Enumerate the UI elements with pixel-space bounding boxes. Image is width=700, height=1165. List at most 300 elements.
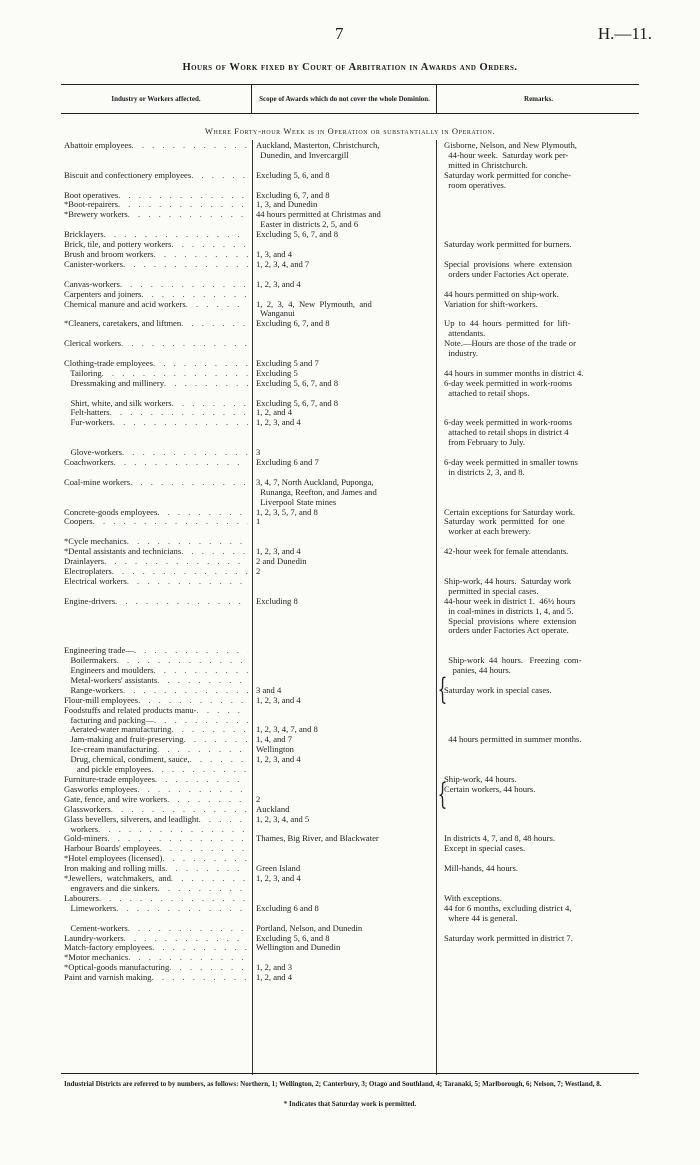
industry-label: Range-workers xyxy=(64,684,123,695)
scope-cell: Green Island xyxy=(256,863,301,874)
remarks-cell: Saturday work in special cases. xyxy=(444,684,552,695)
dot-leader xyxy=(123,260,248,270)
scope-cell: 1, 2, 3, and 4 xyxy=(256,873,301,884)
remarks-cell: Up to 44 hours permitted for lift- xyxy=(444,318,571,329)
industry-label: Engineering trade— xyxy=(64,645,134,656)
remarks-cell: worker at each brewery. xyxy=(444,526,531,537)
header-industry: Industry or Workers affected. xyxy=(111,95,201,103)
industry-label: Concrete-goods employees xyxy=(64,506,158,517)
industry-label: Metal-workers' assistants xyxy=(64,674,158,685)
scope-cell: 1, 2, and 4 xyxy=(256,972,293,983)
dot-leader xyxy=(132,141,248,151)
industry-label: Gate, fence, and wire workers xyxy=(64,793,168,804)
industry-label: Felt-hatters xyxy=(64,407,110,418)
dot-leader xyxy=(153,359,248,369)
industry-label: Brush and broom workers xyxy=(64,248,154,259)
industry-label: *Boot-repairers xyxy=(64,199,118,210)
industry-label: Brick, tile, and pottery workers xyxy=(64,239,172,250)
industry-label: Furniture-trade employees xyxy=(64,774,155,784)
industry-label: *Hotel employees (licensed) xyxy=(64,853,163,864)
scope-cell: 1, 3, and 4 xyxy=(256,248,293,259)
industry-label: Coopers xyxy=(64,516,93,527)
dot-leader xyxy=(155,775,248,785)
remarks-cell: mitted in Christchurch. xyxy=(444,159,528,170)
dot-leader xyxy=(118,191,248,201)
scope-cell xyxy=(252,577,436,587)
dot-leader xyxy=(128,924,248,934)
remarks-cell xyxy=(436,706,640,716)
footer-rule xyxy=(61,1073,639,1074)
header-scope: Scope of Awards which do not cover the whole Dominion. xyxy=(251,85,437,113)
scope-cell: Excluding 5, 6, 7, and 8 xyxy=(256,377,339,388)
industry-cell xyxy=(64,428,252,438)
industry-label: and pickle employees xyxy=(64,764,152,775)
dot-leader xyxy=(115,597,248,607)
remarks-cell: orders under Factories Act operate. xyxy=(444,268,569,279)
scope-cell: Excluding 5, 6, and 8 xyxy=(256,169,330,180)
industry-label: Drug, chemical, condiment, sauce, xyxy=(64,754,190,765)
industry-cell xyxy=(64,151,252,161)
table-row xyxy=(64,428,640,438)
scope-cell: Easter in districts 2, 5, and 6 xyxy=(256,219,359,230)
scope-cell: Excluding 5 xyxy=(256,367,298,378)
table-row xyxy=(64,339,640,349)
industry-label: Gasworks employees xyxy=(64,783,138,794)
scope-cell: 1, 2, 3, and 4 xyxy=(256,754,301,765)
industry-label: Abattoir employees xyxy=(64,140,132,150)
dot-leader xyxy=(151,765,248,775)
industry-label: Iron making and rolling mills xyxy=(64,863,166,874)
industry-label: Jam-making and fruit-preserving xyxy=(64,734,184,745)
page-title: Hours of Work fixed by Court of Arbitration in Awards and Orders. xyxy=(182,62,518,73)
remarks-cell xyxy=(436,953,640,963)
table-row xyxy=(64,151,640,161)
dot-leader xyxy=(118,200,248,210)
scope-cell xyxy=(252,666,436,676)
dot-leader xyxy=(190,755,248,765)
industry-cell xyxy=(64,517,252,527)
scope-cell xyxy=(252,884,436,894)
table-row xyxy=(64,319,640,329)
table-row xyxy=(64,775,640,785)
dot-leader xyxy=(181,547,248,557)
industry-cell xyxy=(64,924,252,934)
scope-cell: Excluding 5, 6, and 8 xyxy=(256,932,330,943)
industry-label: Harbour Boards' employees xyxy=(64,843,160,854)
table-row xyxy=(64,943,640,953)
industry-label: Fur-workers xyxy=(64,417,113,428)
industry-label: Dressmaking and millinery xyxy=(64,377,165,388)
dot-leader xyxy=(141,290,248,300)
dot-leader xyxy=(154,250,248,260)
scope-cell: 2 and Dunedin xyxy=(256,556,307,567)
industry-label: workers xyxy=(64,823,99,834)
remarks-cell: In districts 4, 7, and 8, 48 hours. xyxy=(444,833,555,844)
industry-label: Biscuit and confectionery employees xyxy=(64,169,192,180)
dot-leader xyxy=(104,557,248,567)
remarks-cell xyxy=(436,805,640,815)
industry-cell xyxy=(64,379,252,389)
industry-label: *Brewery workers xyxy=(64,209,128,220)
scope-cell xyxy=(252,617,436,627)
dot-leader xyxy=(167,795,248,805)
remarks-cell: permitted in special cases. xyxy=(444,585,539,596)
table-row xyxy=(64,626,640,636)
industry-label: engravers and die sinkers xyxy=(64,882,158,893)
scope-cell xyxy=(252,428,436,438)
scope-cell: Auckland, Masterton, Christchurch, xyxy=(256,140,380,150)
scope-cell: 1, 2, 3, 5, 7, and 8 xyxy=(256,506,318,517)
remarks-cell xyxy=(436,815,640,825)
scope-cell: 1, 3, and Dunedin xyxy=(256,199,318,210)
remarks-cell xyxy=(436,191,640,201)
table-row xyxy=(64,191,640,201)
scope-cell xyxy=(252,339,436,349)
dot-leader xyxy=(172,399,248,409)
industry-label: Tailoring xyxy=(64,367,102,378)
table-row xyxy=(64,488,640,498)
industry-label: Coal-mine workers xyxy=(64,476,131,487)
scope-cell xyxy=(252,527,436,537)
industry-label: Gold-miners xyxy=(64,833,108,844)
remarks-cell xyxy=(436,220,640,230)
remarks-cell: Special provisions where extension xyxy=(444,615,577,626)
scope-cell: 1, 2, and 3 xyxy=(256,962,293,973)
remarks-cell xyxy=(436,745,640,755)
dot-leader xyxy=(110,408,248,418)
remarks-cell: 44 hours permitted in summer months. xyxy=(444,734,582,745)
remarks-cell: Except in special cases. xyxy=(444,843,526,854)
industry-cell xyxy=(64,319,252,329)
industry-label: Flour-mill employees xyxy=(64,694,139,705)
industry-cell xyxy=(64,597,252,607)
industry-cell xyxy=(64,458,252,468)
page-number: 7 xyxy=(335,24,344,43)
industry-cell xyxy=(64,260,252,270)
scope-cell: Liverpool State mines xyxy=(256,496,337,507)
remarks-cell: orders under Factories Act operate. xyxy=(444,625,569,636)
scope-cell: Excluding 8 xyxy=(256,595,298,606)
remarks-cell: Certain exceptions for Saturday work. xyxy=(444,506,576,517)
scope-cell: Wellington and Dunedin xyxy=(256,942,341,953)
footnote-saturday: * Indicates that Saturday work is permitted. xyxy=(283,1100,417,1108)
industry-label: Carpenters and joiners xyxy=(64,288,142,299)
industry-cell xyxy=(64,141,252,151)
table-row xyxy=(64,220,640,230)
table-row xyxy=(64,171,640,181)
scope-cell: 3, 4, 7, North Auckland, Puponga, xyxy=(256,476,374,487)
remarks-cell: where 44 is general. xyxy=(444,912,518,923)
table-row xyxy=(64,557,640,567)
dot-leader xyxy=(98,825,248,835)
industry-label: Match-factory employees xyxy=(64,942,153,953)
dot-leader xyxy=(116,904,248,914)
industry-label: Canvas-workers xyxy=(64,278,120,289)
scope-cell: 1, 2, 3, 4, and 5 xyxy=(256,813,310,824)
dot-leader xyxy=(93,517,248,527)
remarks-cell: Gisborne, Nelson, and New Plymouth, xyxy=(444,140,577,150)
industry-label: Electroplaters xyxy=(64,565,112,576)
table-row xyxy=(64,438,640,448)
table-row xyxy=(64,458,640,468)
dot-leader xyxy=(127,577,248,587)
table-row xyxy=(64,924,640,934)
industry-label: *Cleaners, caretakers, and liftmen xyxy=(64,318,182,329)
industry-label: Boilermakers xyxy=(64,655,117,666)
remarks-cell: attendants. xyxy=(444,328,486,339)
table-row xyxy=(64,686,640,696)
remarks-cell xyxy=(436,795,640,805)
remarks-cell: 6-day week permitted in work-rooms xyxy=(444,417,572,428)
remarks-cell: 42-hour week for female attendants. xyxy=(444,546,569,557)
dot-leader xyxy=(171,240,248,250)
table-row xyxy=(64,270,640,280)
remarks-cell xyxy=(436,557,640,567)
remarks-cell xyxy=(436,924,640,934)
remarks-cell: 6-day week permitted in smaller towns xyxy=(444,457,578,467)
scope-cell: 1, 2, 3, and 4 xyxy=(256,417,301,428)
dot-leader xyxy=(191,171,248,181)
industry-label: Engine-drivers xyxy=(64,595,116,606)
table-row xyxy=(64,973,640,983)
remarks-cell: attached to retail shops in district 4 xyxy=(444,427,569,438)
industry-label: Glassworkers xyxy=(64,803,111,814)
scope-cell: Excluding 6, 7, and 8 xyxy=(256,189,330,200)
industry-label: Paint and varnish making xyxy=(64,972,152,983)
table-header xyxy=(61,84,639,114)
industry-cell xyxy=(64,171,252,181)
scope-cell: 1, 2, 3, and 4 xyxy=(256,546,301,557)
table-row xyxy=(64,904,640,914)
scope-cell: Portland, Nelson, and Dunedin xyxy=(256,922,363,933)
remarks-cell: Note.—Hours are those of the trade or xyxy=(444,338,576,349)
dot-leader xyxy=(121,339,248,349)
industry-cell xyxy=(64,626,252,636)
industry-cell xyxy=(64,488,252,498)
brace: { xyxy=(437,672,448,707)
industry-label: Clothing-trade employees xyxy=(64,357,154,368)
remarks-cell: 44 hours in summer months in district 4. xyxy=(444,367,584,378)
industry-cell xyxy=(64,290,252,300)
remarks-cell: 6-day week permitted in work-rooms xyxy=(444,377,572,388)
remarks-cell: in coal-mines in districts 1, 4, and 5. xyxy=(444,605,574,616)
scope-cell: 1, 2, and 4 xyxy=(256,407,293,418)
footnote-districts: Industrial Districts are referred to by numbers, as follows: Northern, 1; Wellington, 2; Canterbury, 3; Otago and Southland, 4; Taranaki, 5; Marlborough, 6; Nelson, 7; Westland, 8. xyxy=(64,1080,602,1088)
table-body xyxy=(64,141,640,983)
remarks-cell: Mill-hands, 44 hours. xyxy=(444,863,518,874)
remarks-cell: Special provisions where extension xyxy=(444,258,572,269)
remarks-cell: 44 hours permitted on ship-work. xyxy=(444,288,559,299)
dot-leader xyxy=(114,458,248,468)
table-row xyxy=(64,884,640,894)
industry-cell xyxy=(64,577,252,587)
industry-label: Laundry-workers xyxy=(64,932,124,943)
dot-leader xyxy=(154,666,249,676)
scope-cell: 3 xyxy=(256,447,261,458)
scope-cell: Excluding 6 and 8 xyxy=(256,902,319,913)
industry-label: Aerated-water manufacturing xyxy=(64,724,172,735)
dot-leader xyxy=(169,963,248,973)
scope-cell: 2 xyxy=(256,793,261,804)
remarks-cell: attached to retail shops. xyxy=(444,387,530,398)
remarks-cell xyxy=(436,874,640,884)
dot-leader xyxy=(199,815,248,825)
industry-label: Limeworkers xyxy=(64,902,117,913)
table-row xyxy=(64,607,640,617)
industry-label: *Cycle mechanics xyxy=(64,536,127,547)
dot-leader xyxy=(152,943,248,953)
industry-label: *Dental assistants and technicians xyxy=(64,546,182,557)
remarks-cell: Saturday work permitted for burners. xyxy=(444,239,572,250)
scope-cell: 1, 2, 3, 4, 7, and 8 xyxy=(256,724,318,735)
scope-cell xyxy=(252,844,436,854)
dot-leader xyxy=(128,210,248,220)
scope-cell: Runanga, Reefton, and James and xyxy=(256,486,377,497)
scope-cell xyxy=(252,656,436,666)
document-code: H.—11. xyxy=(597,24,652,43)
remarks-cell: Saturday work permitted for conche- xyxy=(444,169,571,180)
industry-label: Coachworkers xyxy=(64,457,114,467)
scope-cell: 1, 2, 3, 4, and 7 xyxy=(256,258,310,269)
scope-cell xyxy=(252,646,436,656)
industry-cell xyxy=(64,210,252,220)
scope-cell: 2 xyxy=(256,565,261,576)
industry-label: Foodstuffs and related products manu- xyxy=(64,704,197,715)
remarks-cell xyxy=(436,200,640,210)
dot-leader xyxy=(113,418,248,428)
scope-cell xyxy=(252,290,436,300)
industry-label: Glass bevellers, silverers, and leadlight xyxy=(64,813,199,824)
industry-label: Drainlayers xyxy=(64,556,105,567)
dot-leader xyxy=(186,300,248,310)
remarks-cell: industry. xyxy=(444,348,479,359)
industry-cell xyxy=(64,478,252,488)
industry-cell xyxy=(64,904,252,914)
scope-cell: 1, 4, and 7 xyxy=(256,734,293,745)
table-row xyxy=(64,547,640,557)
scope-cell: Excluding 6 and 7 xyxy=(256,457,319,467)
industry-label: Electrical workers xyxy=(64,575,127,586)
industry-label: *Motor mechanics xyxy=(64,952,129,963)
industry-cell xyxy=(64,339,252,349)
section-heading: Where Forty-hour Week is in Operation or substantially in Operation. xyxy=(204,126,496,136)
scope-cell xyxy=(252,706,436,716)
remarks-cell xyxy=(436,963,640,973)
scope-cell: Excluding 5 and 7 xyxy=(256,357,319,368)
industry-cell xyxy=(64,418,252,428)
scope-cell xyxy=(252,775,436,785)
remarks-cell xyxy=(436,488,640,498)
scope-cell: 1, 2, 3, and 4 xyxy=(256,694,301,705)
table-row xyxy=(64,636,640,646)
header-remarks: Remarks. xyxy=(436,85,640,113)
remarks-cell: Saturday work permitted for one xyxy=(444,516,565,527)
scope-cell: Wanganui xyxy=(256,308,295,319)
scope-cell: Thames, Big River, and Blackwater xyxy=(256,833,379,844)
remarks-cell xyxy=(436,755,640,765)
table-row xyxy=(64,399,640,409)
scope-cell xyxy=(252,626,436,636)
dot-leader xyxy=(130,478,248,488)
remarks-cell: room operatives. xyxy=(444,179,507,190)
scope-cell: Wellington xyxy=(256,744,294,755)
dot-leader xyxy=(157,676,248,686)
scope-cell: 44 hours permitted at Christmas and xyxy=(256,209,381,220)
dot-leader xyxy=(152,973,248,983)
remarks-cell xyxy=(436,210,640,220)
industry-label: Shirt, white, and silk workers xyxy=(64,397,172,408)
industry-label: Chemical manure and acid workers xyxy=(64,298,186,309)
industry-cell xyxy=(64,617,252,627)
industry-label: *Optical-goods manufacturing xyxy=(64,962,170,973)
remarks-cell: panies, 44 hours. xyxy=(444,665,511,676)
dot-leader xyxy=(99,894,248,904)
scope-cell: Excluding 5, 6, 7, and 8 xyxy=(256,229,339,240)
table-row xyxy=(64,527,640,537)
dot-leader xyxy=(157,508,248,518)
table-row xyxy=(64,795,640,805)
scope-cell xyxy=(252,607,436,617)
remarks-cell: 44-hour week. Saturday work per- xyxy=(444,149,569,160)
industry-label: Engineers and moulders xyxy=(64,665,154,676)
remarks-cell: Variation for shift-workers. xyxy=(444,298,538,309)
remarks-cell: from February to July. xyxy=(444,437,526,448)
scope-cell xyxy=(252,765,436,775)
remarks-cell: Ship-work 44 hours. Freezing com- xyxy=(444,655,582,666)
remarks-cell: Ship-work, 44 hours. Saturday work xyxy=(444,575,572,586)
dot-leader xyxy=(162,854,248,864)
remarks-cell: Saturday work permitted in district 7. xyxy=(444,932,573,943)
industry-label: Boot operatives xyxy=(64,189,119,200)
scope-cell: 1 xyxy=(256,516,261,527)
industry-label: Labourers xyxy=(64,892,99,903)
industry-label: Canister-workers xyxy=(64,258,124,269)
brace: { xyxy=(437,777,448,812)
table-row xyxy=(64,517,640,527)
remarks-cell xyxy=(436,943,640,953)
table-row xyxy=(64,181,640,191)
remarks-cell: With exceptions. xyxy=(444,892,502,903)
industry-cell xyxy=(64,973,252,983)
dot-leader xyxy=(134,646,248,656)
industry-label: Clerical workers xyxy=(64,338,122,349)
remarks-cell: Ship-work, 44 hours. xyxy=(444,774,517,784)
remarks-cell xyxy=(436,973,640,983)
remarks-cell xyxy=(436,716,640,726)
scope-cell: Dunedin, and Invercargill xyxy=(256,149,349,160)
dot-leader xyxy=(164,379,248,389)
industry-label: Bricklayers xyxy=(64,229,104,240)
remarks-cell xyxy=(436,478,640,488)
scope-cell: 1, 2, 3, and 4 xyxy=(256,278,301,289)
table-row xyxy=(64,300,640,310)
dot-leader xyxy=(181,319,248,329)
scope-cell xyxy=(252,329,436,339)
dot-leader xyxy=(123,686,248,696)
scope-cell: 3 and 4 xyxy=(256,684,282,695)
industry-label: Glove-workers xyxy=(64,447,122,458)
table-row xyxy=(64,815,640,825)
scope-cell: Excluding 6, 7, and 8 xyxy=(256,318,330,329)
scope-cell xyxy=(252,438,436,448)
remarks-cell: Certain workers, 44 hours. xyxy=(444,783,536,794)
dot-leader xyxy=(197,706,248,716)
scope-cell: Excluding 5, 6, 7, and 8 xyxy=(256,397,339,408)
scope-cell: 1, 2, 3, 4, New Plymouth, and xyxy=(256,298,372,309)
industry-label: *Jewellers, watchmakers, and xyxy=(64,873,171,884)
industry-label: facturing and packing— xyxy=(64,714,154,725)
remarks-cell: in districts 2, 3, and 8. xyxy=(444,466,525,477)
